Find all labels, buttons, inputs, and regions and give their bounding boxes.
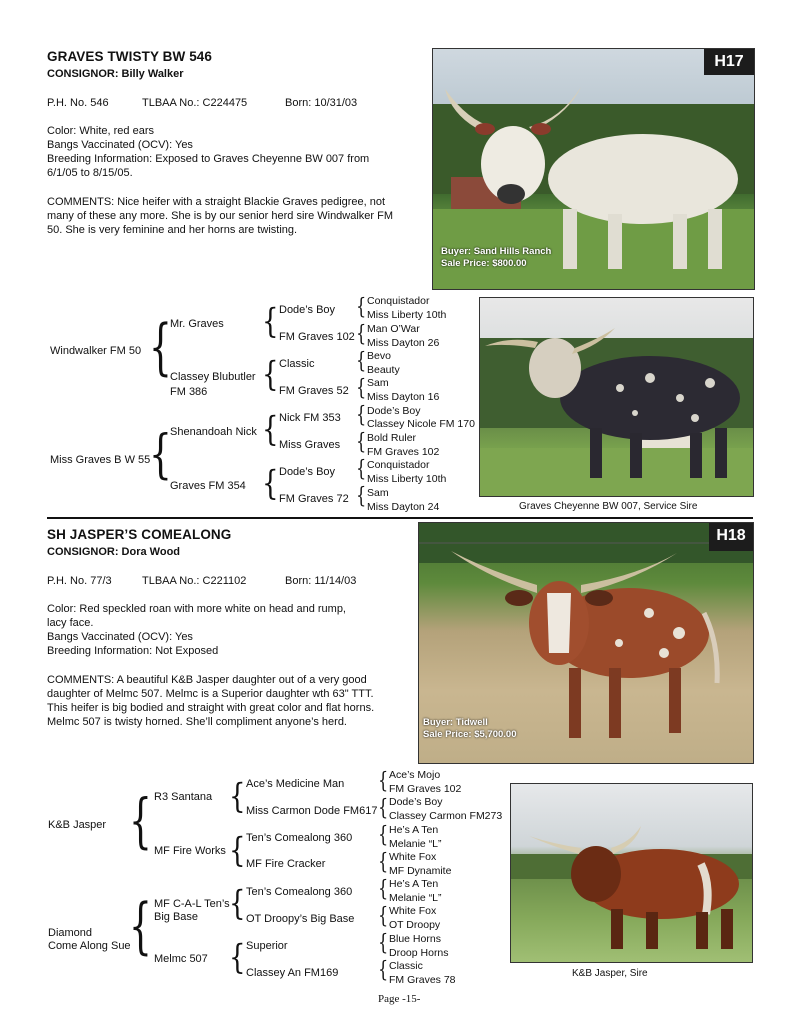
- h17-brace-gg2: {: [356, 320, 367, 347]
- h17-brace-gg5: {: [356, 401, 367, 428]
- h17-ped-gg8: Dode’s Boy: [367, 405, 421, 417]
- h17-ped-gg0: Conquistador: [367, 295, 430, 307]
- h18-ped-ds-line2: Big Base: [154, 911, 199, 923]
- h17-ped-g0: Dode’s Boy: [279, 304, 336, 316]
- h17-brace-g3: {: [262, 410, 279, 450]
- h17-consignor: CONSIGNOR: Billy Walker: [47, 68, 184, 80]
- h17-comments-line1: COMMENTS: Nice heifer with a straight Blackie Graves pedigree, not: [47, 196, 386, 208]
- h17-breeding-line1: Breeding Information: Exposed to Graves Cheyenne BW 007 from: [47, 153, 370, 165]
- h18-ped-sire: K&B Jasper: [48, 819, 107, 831]
- h18-ped-g6: Superior: [246, 940, 288, 952]
- h18-ped-g5: OT Droopy’s Big Base: [246, 913, 355, 925]
- h18-photo: [418, 522, 754, 764]
- h18-ph-number: P.H. No. 77/3: [47, 575, 112, 587]
- bull-red-illustration: [511, 784, 752, 962]
- h17-brace-gg1: {: [356, 293, 367, 320]
- h18-ped-gg4: He’s A Ten: [389, 824, 439, 836]
- h18-ped-gg6: White Fox: [389, 851, 437, 863]
- h17-sire-photo: [479, 297, 754, 497]
- h18-brace-g4: {: [229, 938, 246, 978]
- h17-ped-gg5: Beauty: [367, 364, 400, 376]
- h18-ped-gg10: White Fox: [389, 905, 437, 917]
- h17-ped-sire: Windwalker FM 50: [50, 345, 142, 357]
- h18-ped-dam-line2: Come Along Sue: [48, 940, 131, 952]
- h17-tlbaa-number: TLBAA No.: C224475: [142, 97, 248, 109]
- h18-ped-gg3: Classey Carmon FM273: [389, 810, 503, 822]
- h17-comments-line2: many of these any more. She is by our senior herd sire Windwalker FM: [47, 210, 394, 222]
- h17-ped-gg9: Classey Nicole FM 170: [367, 418, 475, 430]
- h17-ped-sd2: FM 386: [170, 386, 208, 398]
- h17-ped-gg6: Sam: [367, 377, 389, 389]
- h18-ped-ds-line1: MF C-A-L Ten’s: [154, 898, 230, 910]
- h18-brace-gg1: {: [378, 767, 389, 794]
- h17-brace-g2: {: [262, 355, 279, 395]
- h17-ped-gg7: Miss Dayton 16: [367, 391, 440, 403]
- h17-brace-gg6: {: [356, 428, 367, 455]
- h17-sire-caption: Graves Cheyenne BW 007, Service Sire: [519, 501, 698, 512]
- h18-ped-gg7: MF Dynamite: [389, 865, 452, 877]
- h17-ped-ds: Shenandoah Nick: [170, 426, 257, 438]
- h18-brace-gg5: {: [378, 875, 389, 902]
- h18-brace-gg7: {: [378, 929, 389, 956]
- h17-ped-gg12: Conquistador: [367, 459, 430, 471]
- h17-ped-g3: FM Graves 52: [279, 385, 349, 397]
- h17-ped-gg4: Bevo: [367, 350, 391, 362]
- h17-ped-gg1: Miss Liberty 10th: [367, 309, 447, 321]
- h17-brace-gg7: {: [356, 455, 367, 482]
- page-number: Page -15-: [378, 993, 421, 1005]
- h17-comments-line3: 50. She is very feminine and her horns are twisting.: [47, 224, 298, 236]
- h18-ped-gg14: Classic: [389, 960, 423, 972]
- h17-ped-gg11: FM Graves 102: [367, 446, 440, 458]
- h18-ped-g3: MF Fire Cracker: [246, 858, 326, 870]
- h17-ped-dd: Graves FM 354: [170, 480, 246, 492]
- h18-ped-g0: Ace’s Medicine Man: [246, 778, 345, 790]
- h18-ped-dam-line1: Diamond: [48, 927, 93, 939]
- h18-ped-g4: Ten’s Comealong 360: [246, 886, 353, 898]
- h17-ped-gg2: Man O’War: [367, 323, 420, 335]
- h17-sale-price: Sale Price: $800.00: [441, 258, 527, 269]
- h17-ped-g6: Dode’s Boy: [279, 466, 336, 478]
- h17-brace-dam: {: [149, 425, 172, 486]
- h18-ped-gg2: Dode’s Boy: [389, 796, 443, 808]
- h18-consignor: CONSIGNOR: Dora Wood: [47, 546, 181, 558]
- h18-ped-gg11: OT Droopy: [389, 919, 441, 931]
- h17-ped-sd1: Classey Blubutler: [170, 371, 256, 383]
- h17-brace-sire: {: [149, 312, 172, 383]
- h18-brace-g1: {: [229, 777, 246, 817]
- h17-ped-g1: FM Graves 102: [279, 331, 355, 343]
- h18-ped-g2: Ten’s Comealong 360: [246, 832, 353, 844]
- h18-born: Born: 11/14/03: [285, 575, 357, 587]
- h18-ped-gg13: Droop Horns: [389, 947, 449, 959]
- h17-ped-g7: FM Graves 72: [279, 493, 349, 505]
- h18-brace-gg3: {: [378, 821, 389, 848]
- h17-ped-gg15: Miss Dayton 24: [367, 501, 440, 513]
- h18-ped-gg12: Blue Horns: [389, 933, 441, 945]
- h18-brace-gg4: {: [378, 848, 389, 875]
- h18-ped-gg9: Melanie “L”: [389, 892, 442, 904]
- h18-tlbaa-number: TLBAA No.: C221102: [142, 575, 247, 587]
- h17-photo: [432, 48, 755, 290]
- h18-comments-line4: Melmc 507 is twisty horned. She’ll compliment anyone’s herd.: [47, 716, 347, 728]
- h17-brace-g1: {: [262, 302, 279, 342]
- h18-ped-gg0: Ace’s Mojo: [389, 769, 441, 781]
- h17-ped-g2: Classic: [279, 358, 315, 370]
- section-divider: [47, 517, 753, 519]
- h17-breeding-line2: 6/1/05 to 8/15/05.: [47, 167, 133, 179]
- h17-ped-g5: Miss Graves: [279, 439, 341, 451]
- h17-color: Color: White, red ears: [47, 125, 154, 137]
- h17-ped-ss: Mr. Graves: [170, 318, 224, 330]
- h17-brace-gg3: {: [356, 347, 367, 374]
- h18-color-line2: lacy face.: [47, 617, 94, 629]
- h18-ped-sd: MF Fire Works: [154, 845, 226, 857]
- h18-brace-g3: {: [229, 884, 246, 924]
- h17-ped-gg10: Bold Ruler: [367, 432, 417, 444]
- h18-ped-g7: Classey An FM169: [246, 967, 339, 979]
- h18-comments-line3: This heifer is big bodied and straight with great color and flat horns.: [47, 702, 375, 714]
- h18-ped-dd: Melmc 507: [154, 953, 208, 965]
- h18-brace-sire: {: [129, 788, 152, 856]
- h18-sire-caption: K&B Jasper, Sire: [572, 968, 648, 979]
- h17-bangs: Bangs Vaccinated (OCV): Yes: [47, 139, 193, 151]
- h18-color-line1: Color: Red speckled roan with more white on head and rump,: [47, 603, 346, 615]
- h17-brace-gg8: {: [356, 482, 367, 509]
- h18-sale-price: Sale Price: $5,700.00: [423, 729, 517, 740]
- h17-title: GRAVES TWISTY BW 546: [47, 49, 213, 64]
- h17-ped-gg13: Miss Liberty 10th: [367, 473, 447, 485]
- h18-comments-line2: daughter of Melmc 507. Melmc is a Superior daughter wth 63" TTT.: [47, 688, 374, 700]
- h17-ped-dam: Miss Graves B W 55: [50, 454, 151, 466]
- h17-ph-number: P.H. No. 546: [47, 97, 109, 109]
- h18-ped-gg8: He’s A Ten: [389, 878, 439, 890]
- h18-breeding: Breeding Information: Not Exposed: [47, 645, 219, 657]
- h17-ped-g4: Nick FM 353: [279, 412, 341, 424]
- h18-buyer: Buyer: Tidwell: [423, 717, 488, 728]
- h17-brace-gg4: {: [356, 374, 367, 401]
- h18-brace-g2: {: [229, 831, 246, 871]
- bull-speckled-illustration: [480, 298, 753, 496]
- h18-brace-gg2: {: [378, 794, 389, 821]
- h18-brace-dam: {: [129, 891, 152, 962]
- h18-comments-line1: COMMENTS: A beautiful K&B Jasper daughter out of a very good: [47, 674, 367, 686]
- h17-brace-g4: {: [262, 464, 279, 504]
- h18-brace-gg6: {: [378, 902, 389, 929]
- h18-ped-g1: Miss Carmon Dode FM617: [246, 805, 378, 817]
- h18-ped-gg15: FM Graves 78: [389, 974, 456, 986]
- h18-bangs: Bangs Vaccinated (OCV): Yes: [47, 631, 193, 643]
- h18-brace-gg8: {: [378, 956, 389, 983]
- h17-born: Born: 10/31/03: [285, 97, 358, 109]
- h17-ped-gg3: Miss Dayton 26: [367, 337, 440, 349]
- h18-ped-ss: R3 Santana: [154, 791, 213, 803]
- h18-sire-photo: [510, 783, 753, 963]
- h17-ped-gg14: Sam: [367, 487, 389, 499]
- h17-buyer: Buyer: Sand Hills Ranch: [441, 246, 552, 257]
- h18-lot-badge: H18: [709, 523, 753, 551]
- h18-ped-gg1: FM Graves 102: [389, 783, 462, 795]
- h18-title: SH JASPER’S COMEALONG: [47, 527, 232, 542]
- h17-lot-badge: H17: [704, 49, 754, 75]
- h18-ped-gg5: Melanie “L”: [389, 838, 442, 850]
